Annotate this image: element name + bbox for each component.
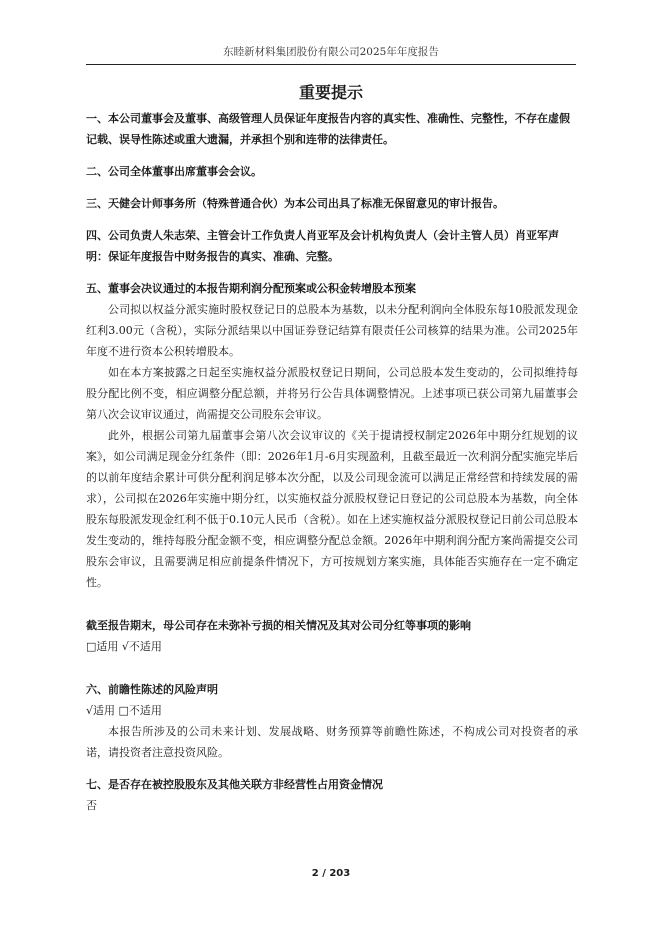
section-7-heading: 七、是否存在被控股股东及其他关联方非经营性占用资金情况	[86, 778, 383, 791]
section-5-paragraph-interim: 此外，根据公司第九届董事会第八次会议审议的《关于提请授权制定2026年中期分红规划的议案》，如公司满足现金分红条件（即：2026年1月-6月实现盈利，且截至最近一次利润分配实施完毕后的以前年度结余累计可供分配利润足够本次分配，以及公司现金流可以满足正常经营和持续发展的需求），公司拟在2026年实施中期分红，以实施权益分派股权登记日登记的公司总股本为基数，向全体股东每股派发现金红利不低于0.10元人民币（含税）。如在上述实施权益分派股权登记日前公司总股本发生变动的，维持每股分配金额不变，相应调整分配总金额。2026年中期利润分配方案尚需提交公司股东会审议，且需要满足相应前提条件情况下，方可按规划方案实施，具体能否实施存在一定不确定性。	[86, 429, 578, 589]
section-4-responsible-persons: 四、公司负责人朱志荣、主管会计工作负责人肖亚军及会计机构负责人（会计主管人员）肖亚军声明：保证年度报告中财务报告的真实、准确、完整。	[86, 229, 559, 263]
page-header: 东睦新材料集团股份有限公司2025年年度报告	[86, 44, 576, 65]
loss-heading: 截至报告期末，母公司存在未弥补亏损的相关情况及其对公司分红等事项的影响	[86, 619, 471, 632]
section-7-answer: 否	[86, 799, 97, 812]
section-6-heading: 六、前瞻性陈述的风险声明	[86, 683, 218, 696]
section-1-directors-guarantee: 一、本公司董事会及董事、高级管理人员保证年度报告内容的真实性、准确性、完整性，不存在虚假记载、误导性陈述或重大遗漏，并承担个别和连带的法律责任。	[86, 112, 570, 146]
document-body	[86, 108, 578, 816]
page-title: 重要提示	[298, 83, 363, 102]
section-3-audit-report: 三、天健会计师事务所（特殊普通合伙）为本公司出具了标准无保留意见的审计报告。	[86, 197, 504, 210]
section-5-paragraph-dividend: 公司拟以权益分派实施时股权登记日的总股本为基数，以未分配利润向全体股东每10股派发现金红利3.00元（含税），实际分派结果以中国证券登记结算有限责任公司核算的结果为准。公司2025年年度不进行资本公积转增股本。	[86, 303, 578, 358]
page-number: 2 / 203	[311, 868, 351, 879]
section-6-paragraph: 本报告所涉及的公司未来计划、发展战略、财务预算等前瞻性陈述，不构成公司对投资者的承诺，请投资者注意投资风险。	[86, 725, 578, 759]
section-5-heading: 五、董事会决议通过的本报告期利润分配预案或公积金转增股本预案	[86, 282, 416, 295]
section-5-paragraph-adjustment: 如在本方案披露之日起至实施权益分派股权登记日期间，公司总股本发生变动的，公司拟维持每股分配比例不变，相应调整分配总额，并将另行公告具体调整情况。上述事项已获公司第九届董事会第八次会议审议通过，尚需提交公司股东会审议。	[86, 366, 578, 421]
section-6-checkbox-status: √适用 □不适用	[86, 704, 162, 717]
loss-checkbox-status: □适用 √不适用	[86, 640, 162, 653]
section-2-board-attendance: 二、公司全体董事出席董事会会议。	[86, 165, 262, 178]
